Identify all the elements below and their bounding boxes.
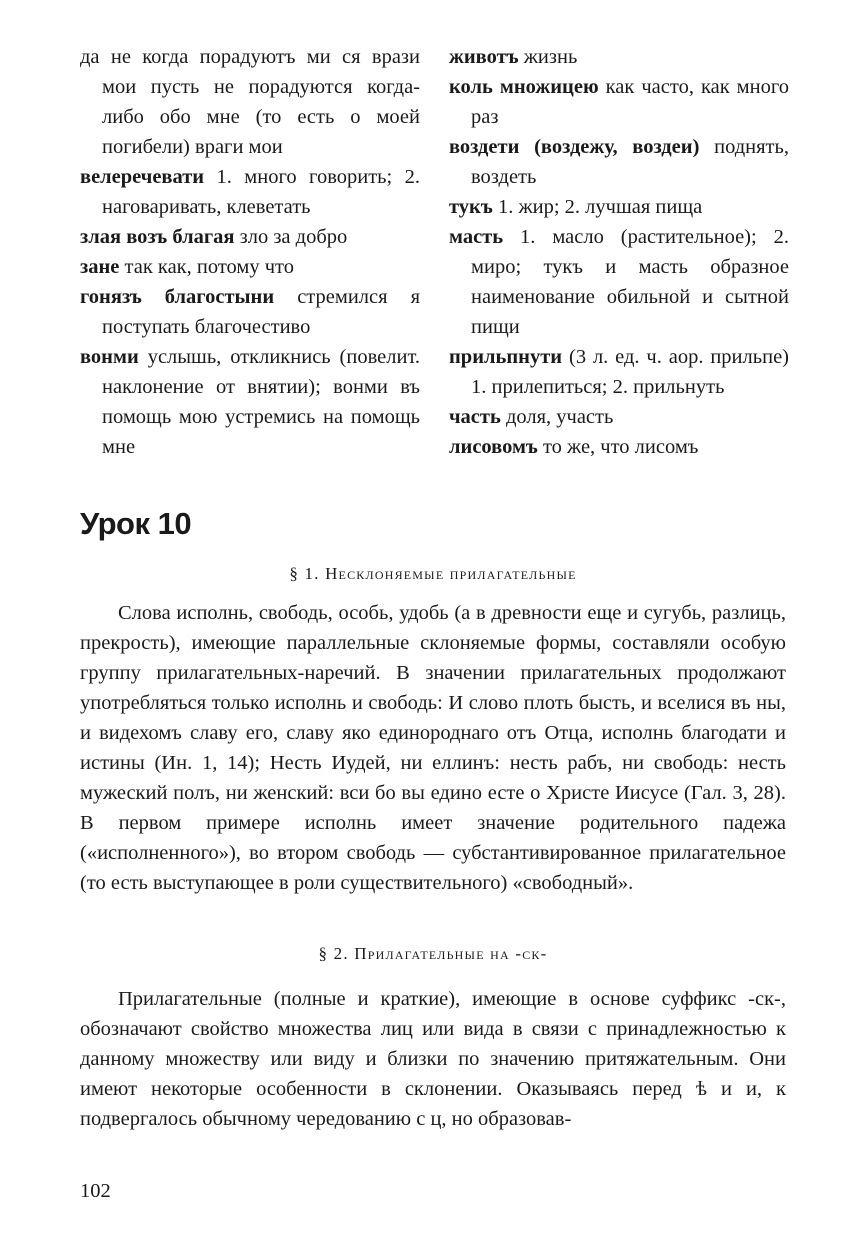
church-slavonic-term: вонми: [80, 346, 139, 368]
glossary-definition: поднять, воздеть: [471, 136, 789, 188]
glossary-definition: 1. жир; 2. лучшая пища: [497, 196, 703, 218]
church-slavonic-term: тукъ: [449, 196, 493, 218]
glossary-entry: [449, 192, 789, 222]
section-body: Слова исполнь, свободь, особь, удобь (а в древности еще и сугубь, разлиць, прекрость), имеющие параллельные склоняемые формы, составляли особую группу прилагательных-наречий. В значении прилагательных продолжают употребляться только исполнь и свободь: И слово плоть бысть, и вселися въ ны, и видехомъ славу его, славу яко единороднаго отъ Отца, исполнь благодати и истины (Ин. 1, 14); Несть Иудей, ни еллинъ: несть рабъ, ни свободь: несть мужеский полъ, ни женский: вси бо вы едино есте о Христе Иисусе (Гал. 3, 28). В первом примере исполнь имеет значение родительного падежа («исполненного»), во втором свободь — субстантивированное прилагательное (то есть выступающее в роли существительного) «свободный».: [80, 602, 786, 894]
section-heading: § 1. Несклоняемые прилагательные: [289, 564, 577, 583]
lesson-title: Урок 10: [80, 506, 192, 541]
glossary-definition: 1. масло (растительное); 2. миро; тукъ и масть образное наименование обильной и сытной пищи: [471, 226, 790, 338]
glossary-definition: то же, что лисомъ: [542, 436, 699, 458]
church-slavonic-term: зане: [80, 256, 120, 278]
section-body: Прилагательные (полные и краткие), имеющие в основе суффикс -ск-, обозначают свойство множества лиц или вида в связи с принадлежностью к данному множеству или виду и близки по значению притяжательным. Они имеют некоторые особенности в склонении. Оказываясь перед ѣ и и, к подвергалось обычному чередованию с ц, но образовав-: [80, 988, 786, 1130]
glossary-right-column: [449, 42, 789, 462]
glossary-entry: [80, 222, 420, 252]
glossary-entry: [449, 72, 789, 132]
glossary-definition: зло за добро: [239, 226, 348, 248]
church-slavonic-term: воздети (воздежу, воздеи): [449, 136, 700, 158]
glossary-entry: [80, 42, 420, 162]
glossary-definition: 1. много говорить; 2. наговаривать, клеветать: [102, 166, 420, 218]
glossary-definition: жизнь: [523, 46, 578, 68]
glossary-entry: [449, 132, 789, 192]
glossary-definition: да не когда порадуютъ ми ся врази мои пусть не порадуются когда-либо обо мне (то есть о моей погибели) враги мои: [80, 46, 420, 158]
glossary-definition: услышь, откликнись (повелит. наклонение от внятии); вонми въ помощь мою устремись на помощь мне: [102, 346, 420, 458]
glossary-definition: как часто, как много раз: [471, 76, 789, 128]
glossary-definition: доля, участь: [505, 406, 614, 428]
church-slavonic-term: гонязъ благостыни: [80, 286, 275, 308]
church-slavonic-term: злая возъ благая: [80, 226, 235, 248]
church-slavonic-term: часть: [449, 406, 501, 428]
church-slavonic-term: велеречевати: [80, 166, 205, 188]
glossary-entry: [80, 342, 420, 462]
church-slavonic-term: животъ: [449, 46, 519, 68]
church-slavonic-term: лисовомъ: [449, 436, 538, 458]
glossary-entry: [449, 222, 789, 342]
glossary-entry: [449, 42, 789, 72]
section-heading: § 2. Прилагательные на -ск-: [318, 944, 548, 963]
glossary-entry: [80, 162, 420, 222]
glossary-left-column: [80, 42, 420, 462]
church-slavonic-term: коль множицею: [449, 76, 599, 98]
page-number: 102: [80, 1180, 111, 1202]
glossary-entry: [449, 432, 789, 462]
church-slavonic-term: прильпнути: [449, 346, 563, 368]
glossary-definition: (3 л. ед. ч. аор. прильпе) 1. прилепиться; 2. прильнуть: [471, 346, 789, 398]
glossary-entry: [449, 342, 789, 402]
glossary-definition: стремился я поступать благочестиво: [102, 286, 420, 338]
glossary-entry: [80, 282, 420, 342]
glossary-entry: [80, 252, 420, 282]
glossary-definition: так как, потому что: [124, 256, 294, 278]
church-slavonic-term: масть: [449, 226, 504, 248]
glossary-entry: [449, 402, 789, 432]
